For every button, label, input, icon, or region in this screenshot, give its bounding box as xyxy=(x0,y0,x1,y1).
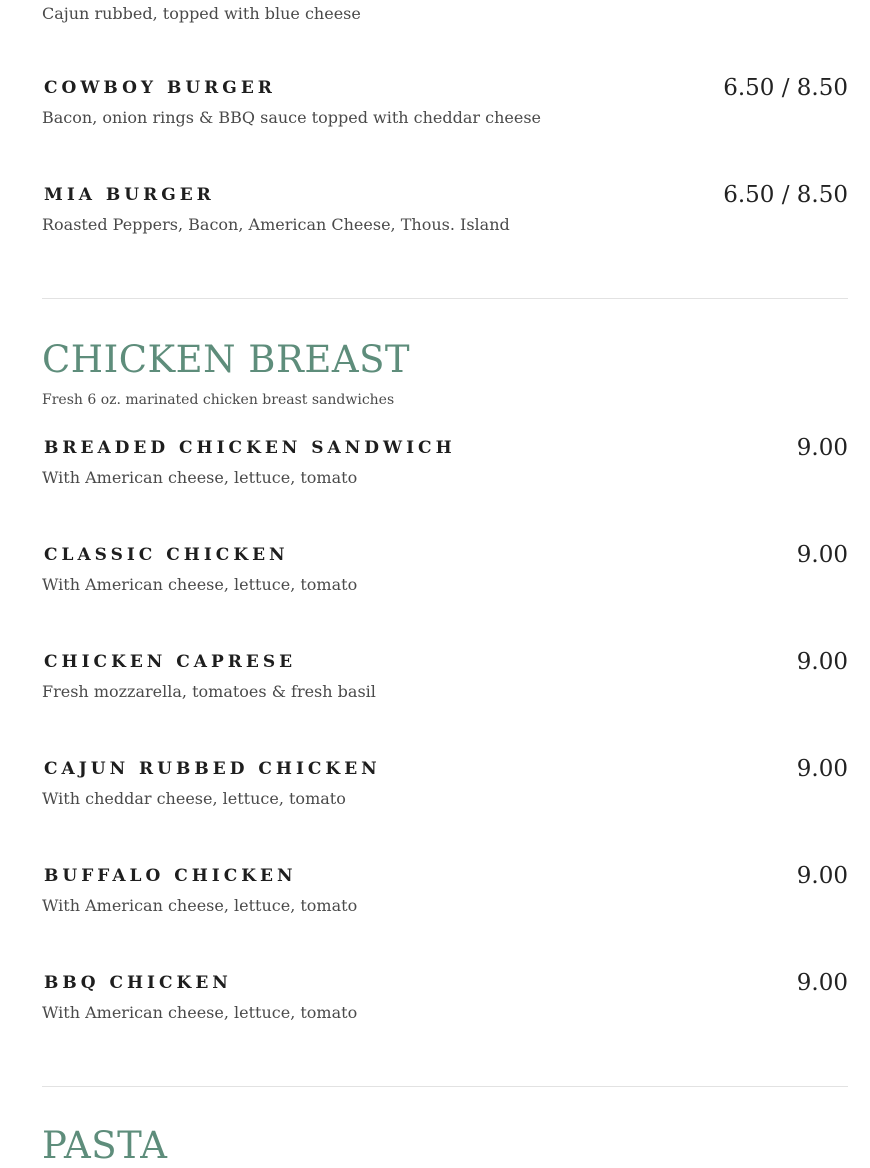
menu-item-name: CLASSIC CHICKEN xyxy=(44,545,289,565)
menu-item-description: With American cheese, lettuce, tomato xyxy=(42,468,358,487)
menu-item-name: COWBOY BURGER xyxy=(44,78,276,98)
section-divider xyxy=(42,1086,848,1087)
menu-item-name: BBQ CHICKEN xyxy=(44,973,232,993)
menu-item-description: With American cheese, lettuce, tomato xyxy=(42,896,358,915)
menu-item-price: 9.00 xyxy=(796,756,848,782)
menu-item-description: Bacon, onion rings & BBQ sauce topped with cheddar cheese xyxy=(42,108,542,127)
section-subtitle-chicken-breast: Fresh 6 oz. marinated chicken breast sandwiches xyxy=(42,392,395,408)
menu-item-price: 6.50 / 8.50 xyxy=(723,182,848,208)
menu-item-price: 9.00 xyxy=(796,435,848,461)
section-title-pasta: PASTA xyxy=(42,1124,168,1167)
menu-item-name: CAJUN RUBBED CHICKEN xyxy=(44,759,381,779)
menu-item-description: With American cheese, lettuce, tomato xyxy=(42,1003,358,1022)
menu-item-price: 6.50 / 8.50 xyxy=(723,75,848,101)
menu-item-description: Fresh mozzarella, tomatoes & fresh basil xyxy=(42,682,376,701)
section-divider xyxy=(42,298,848,299)
menu-item-price: 9.00 xyxy=(796,542,848,568)
menu-item-price: 9.00 xyxy=(796,649,848,675)
menu-item-name: CHICKEN CAPRESE xyxy=(44,652,297,672)
section-title-chicken-breast: CHICKEN BREAST xyxy=(42,338,411,381)
menu-item-description: With cheddar cheese, lettuce, tomato xyxy=(42,789,346,808)
menu-item-description: With American cheese, lettuce, tomato xyxy=(42,575,358,594)
menu-item-name: MIA BURGER xyxy=(44,185,215,205)
menu-item-name: BREADED CHICKEN SANDWICH xyxy=(44,438,456,458)
menu-item-description: Roasted Peppers, Bacon, American Cheese, Thous. Island xyxy=(42,215,510,234)
menu-item-price: 9.00 xyxy=(796,863,848,889)
menu-item-name: BUFFALO CHICKEN xyxy=(44,866,297,886)
burger-item-description: Cajun rubbed, topped with blue cheese xyxy=(42,4,361,23)
menu-item-price: 9.00 xyxy=(796,970,848,996)
